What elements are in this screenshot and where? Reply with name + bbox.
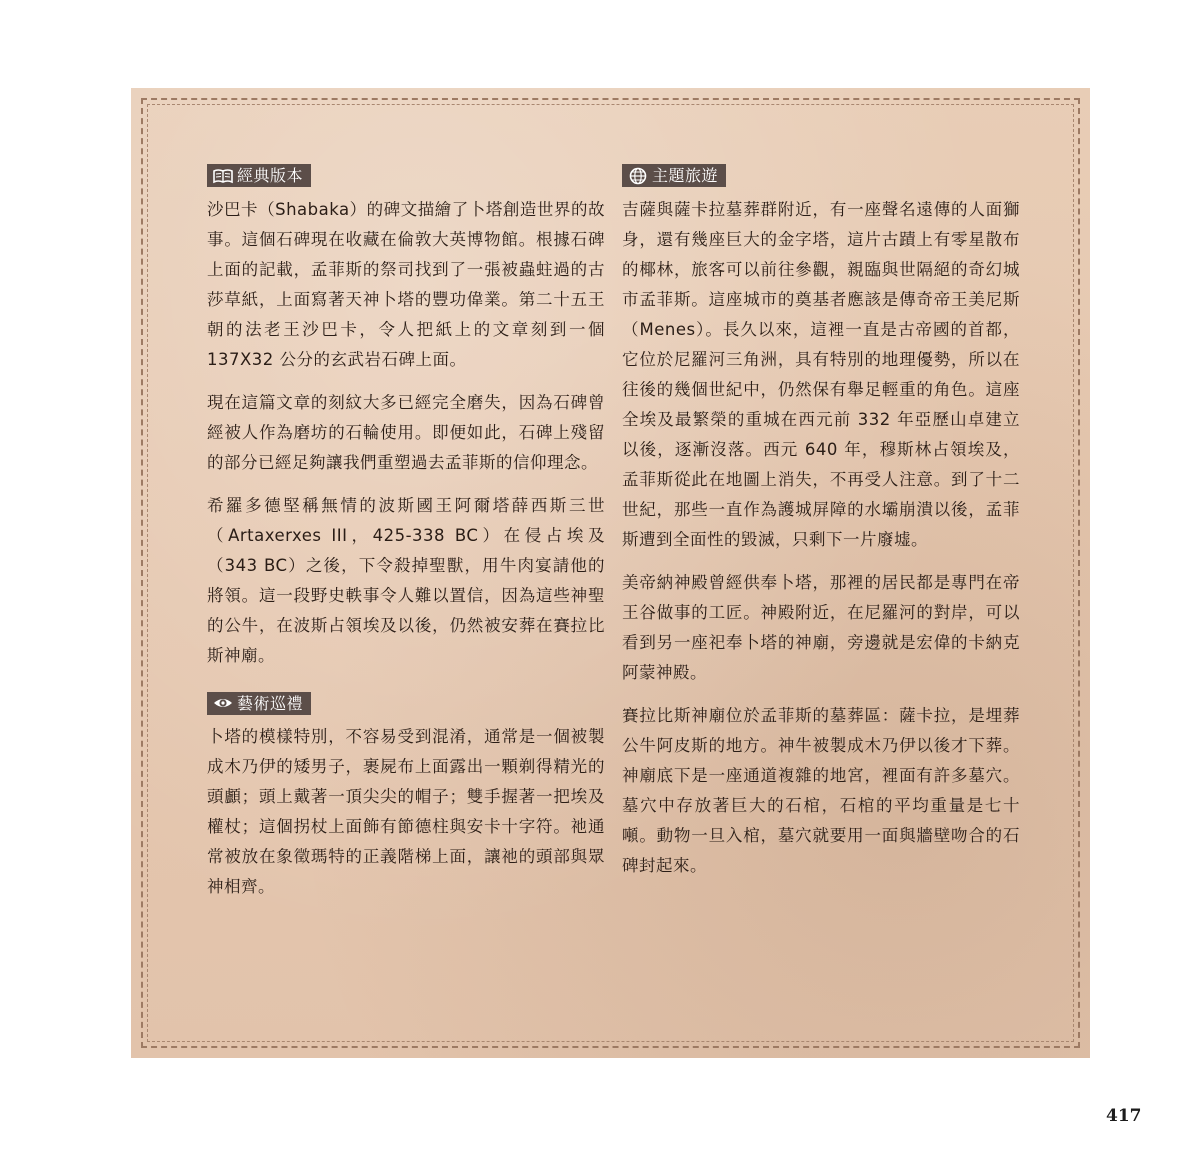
travel-paragraph-1: 吉薩與薩卡拉墓葬群附近，有一座聲名遠傳的人面獅身，還有幾座巨大的金字塔，這片古蹟上有零星散布的椰林，旅客可以前往參觀，親臨與世隔絕的奇幻城市孟菲斯。這座城市的奠基者應該是傳奇帝王美尼斯（Menes）。長久以來，這裡一直是古帝國的首都，它位於尼羅河三角洲，具有特別的地理優勢，所以在往後的幾個世紀中，仍然保有舉足輕重的角色。這座全埃及最繁榮的重城在西元前 332 年亞歷山卓建立以後，逐漸沒落。西元 640 年，穆斯林占領埃及，孟菲斯從此在地圖上消失，不再受人注意。到了十二世紀，那些一直作為護城屏障的水壩崩潰以後，孟菲斯遭到全面性的毀滅，只剩下一片廢墟。 [622,199,1020,549]
parchment-panel [131,88,1090,1058]
open-book-icon [213,167,233,185]
classic-paragraph-3: 希羅多德堅稱無情的波斯國王阿爾塔薛西斯三世（Artaxerxes III，425-338 BC）在侵占埃及（343 BC）之後，下令殺掉聖獸，用牛肉宴請他的將領。這一段野史軼事令人難以置信，因為這些神聖的公牛，在波斯占領埃及以後，仍然被安葬在賽拉比斯神廟。 [207,495,605,665]
section-title-travel: 主題旅遊 [652,166,719,185]
left-column [207,164,605,915]
section-title-classic: 經典版本 [237,166,304,185]
art-paragraph-1: 卜塔的模樣特別，不容易受到混淆，通常是一個被製成木乃伊的矮男子，裹屍布上面露出一顆剃得精光的頭顱；頭上戴著一頂尖尖的帽子；雙手握著一把埃及權杖；這個拐杖上面飾有節德柱與安卡十字符。祂通常被放在象徵瑪特的正義階梯上面，讓祂的頭部與眾神相齊。 [207,727,605,896]
section-title-art: 藝術巡禮 [237,693,304,713]
right-column [622,164,1020,894]
classic-paragraph-1: 沙巴卡（Shabaka）的碑文描繪了卜塔創造世界的故事。這個石碑現在收藏在倫敦大英博物館。根據石碑上面的記載，孟菲斯的祭司找到了一張被蟲蛀過的古莎草紙，上面寫著天神卜塔的豐功偉業。第二十五王朝的法老王沙巴卡，令人把紙上的文章刻到一個 137X32 公分的玄武岩石碑上面。 [207,199,605,369]
classic-paragraph-2: 現在這篇文章的刻紋大多已經完全磨失，因為石碑曾經被人作為磨坊的石輪使用。即便如此，石碑上殘留的部分已經足夠讓我們重塑過去孟菲斯的信仰理念。 [207,392,605,472]
section-header-art [207,692,311,715]
travel-paragraph-2: 美帝納神殿曾經供奉卜塔，那裡的居民都是專門在帝王谷做事的工匠。神殿附近，在尼羅河的對岸，可以看到另一座祀奉卜塔的神廟，旁邊就是宏偉的卡納克阿蒙神殿。 [622,572,1020,682]
section-header-classic [207,164,311,187]
travel-paragraph-3: 賽拉比斯神廟位於孟菲斯的墓葬區：薩卡拉，是埋葬公牛阿皮斯的地方。神牛被製成木乃伊以後才下葬。神廟底下是一座通道複雜的地宮，裡面有許多墓穴。墓穴中存放著巨大的石棺，石棺的平均重量是七十噸。動物一旦入棺，墓穴就要用一面與牆壁吻合的石碑封起來。 [622,705,1020,875]
page-number: 417 [1106,1106,1142,1126]
globe-icon [628,167,648,185]
section-header-travel [622,164,726,187]
eye-icon [213,694,233,712]
